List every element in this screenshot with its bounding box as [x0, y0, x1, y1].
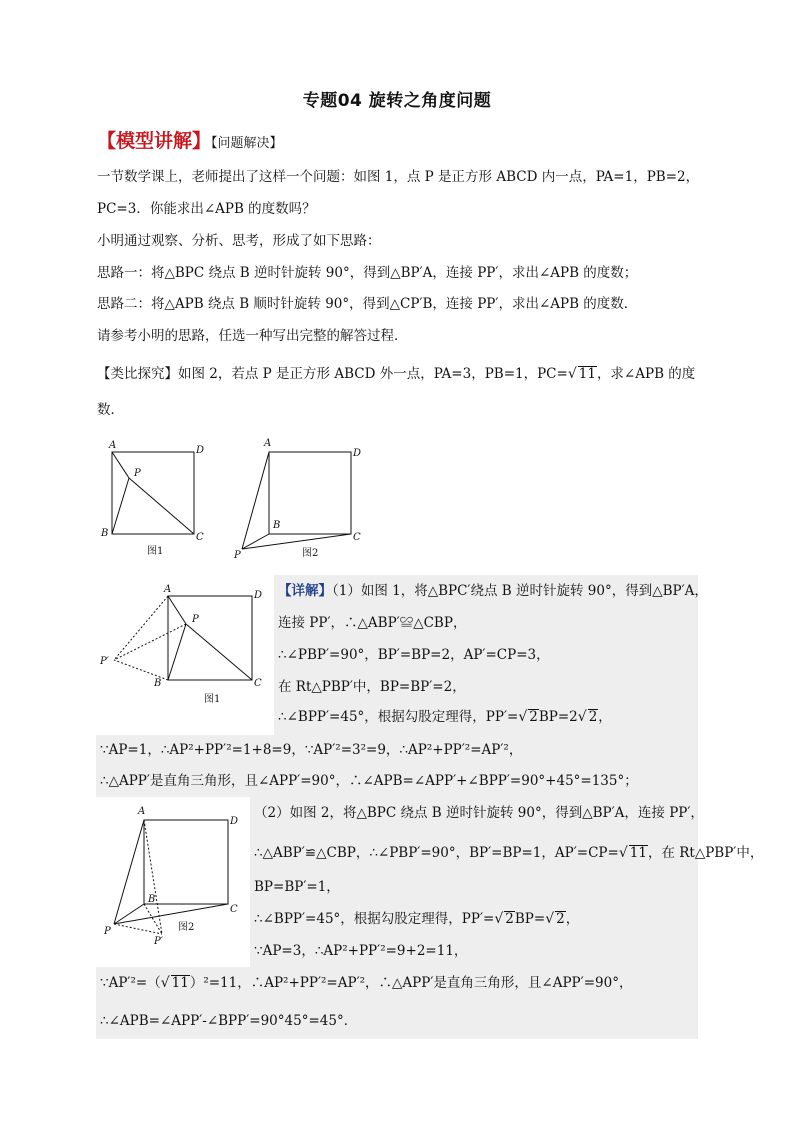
- figure-caption: 图1: [204, 694, 221, 705]
- solution-line: ∵AP=3，∴AP²+PP′²=9+2=11，: [254, 943, 468, 959]
- segment-pc: [129, 478, 194, 534]
- label-c: C: [254, 678, 262, 689]
- segment-bp-prime: [114, 660, 168, 680]
- label-a: A: [138, 806, 146, 817]
- model-heading: 【模型讲解】: [97, 130, 212, 152]
- sqrt-sign: √: [545, 911, 555, 927]
- figure-caption: 图2: [302, 548, 319, 559]
- label-a: A: [164, 584, 172, 595]
- analog-line: [97, 364, 695, 384]
- problem-line: 请参考小明的思路，任选一种写出完整的解答过程．: [97, 328, 408, 344]
- label-b: B: [101, 528, 109, 539]
- solution-line: （2）如图 2，将△BPC 绕点 B 逆时针旋转 90°，得到△BP′A，连接 PP′，: [254, 805, 704, 821]
- solution-line: [254, 909, 579, 929]
- solution-text: ∵AP′²=（: [100, 975, 161, 991]
- label-c: C: [230, 904, 238, 915]
- label-p-prime: P′: [100, 656, 109, 667]
- solution-text: ）²=11，∴AP²+PP′²=AP′²，∴△APP′是直角三角形，且∠APP′=90°，: [189, 975, 633, 991]
- sqrt-value: 11: [578, 366, 596, 382]
- sqrt-value: 2: [505, 911, 514, 927]
- sqrt-sign: √: [160, 975, 170, 991]
- label-p: P: [134, 468, 141, 479]
- segment-pb: [168, 624, 186, 680]
- problem-figure-1: [96, 436, 216, 566]
- solution-text: （1）如图 1，将△BPC′绕点 B 逆时针旋转 90°，得到△BP′A，: [332, 583, 708, 599]
- sqrt-sign: √: [577, 709, 587, 725]
- model-section-heading: [97, 126, 283, 153]
- square-abcd: [269, 452, 351, 534]
- sqrt-value: 11: [171, 975, 189, 991]
- problem-line: 思路二：将△APB 绕点 B 顺时针旋转 90°，得到△CP′B，连接 PP′，求出∠APB 的度数．: [97, 296, 638, 312]
- solution-text: ，在 Rt△PBP′中，: [647, 845, 764, 861]
- label-a: A: [264, 438, 272, 449]
- sqrt-sign: √: [567, 366, 577, 382]
- sqrt-value: 2: [588, 709, 598, 725]
- label-b: B: [273, 520, 281, 531]
- solution-line: BP=BP′=1，: [254, 879, 340, 895]
- sqrt-sign: √: [494, 911, 504, 927]
- segment-pa: [114, 820, 144, 924]
- solution-figure-1: [96, 578, 272, 708]
- solution-text: ∴∠BPP′=45°，根据勾股定理得，PP′=: [278, 709, 519, 725]
- label-p: P: [234, 550, 241, 561]
- analog-text: ，求∠APB 的度: [596, 366, 696, 382]
- label-c: C: [353, 532, 361, 543]
- square-abcd: [168, 596, 252, 680]
- problem-line: 思路一：将△BPC 绕点 B 逆时针旋转 90°，得到△BP′A，连接 PP′，求出∠APB 的度数；: [97, 265, 638, 281]
- solution-text: BP=2: [538, 709, 578, 725]
- segment-pb: [112, 478, 129, 534]
- label-a: A: [109, 440, 117, 451]
- analog-line: 数．: [97, 402, 124, 418]
- label-c: C: [196, 532, 204, 543]
- segment-pc: [186, 624, 252, 680]
- problem-line: 小明通过观察、分析、思考，形成了如下思路：: [97, 233, 381, 249]
- label-d: D: [254, 590, 263, 601]
- solution-line: [278, 707, 612, 727]
- label-d: D: [196, 445, 205, 456]
- solution-figure-2: [96, 800, 248, 950]
- solution-heading: 【详解】: [278, 583, 332, 599]
- solution-line: [278, 581, 708, 601]
- solution-text: ，: [598, 709, 612, 725]
- problem-heading: 【问题解决】: [211, 136, 283, 151]
- problem-figure-2: [226, 436, 366, 566]
- label-p: P: [104, 926, 111, 937]
- figure-caption: 图2: [178, 922, 195, 933]
- label-d: D: [230, 816, 239, 827]
- label-p-prime: P′: [154, 936, 163, 947]
- label-b: B: [154, 678, 162, 689]
- solution-line: 连接 PP′，∴△ABP′≌△CBP，: [278, 615, 467, 631]
- sqrt-value: 11: [629, 845, 647, 861]
- solution-line: ∴∠APB=∠APP′-∠BPP′=90°45°=45°．: [100, 1013, 358, 1029]
- page-title: 专题04 旋转之角度问题: [302, 91, 492, 111]
- sqrt-sign: √: [518, 709, 528, 725]
- analog-text: 【类比探究】如图 2，若点 P 是正方形 ABCD 外一点，PA=3，PB=1，PC=: [97, 366, 568, 382]
- sqrt-value: 2: [529, 709, 538, 725]
- segment-pc: [242, 534, 351, 549]
- figure-caption: 图1: [147, 546, 164, 557]
- sqrt-sign: √: [618, 845, 628, 861]
- segment-pp-prime: [114, 924, 162, 934]
- square-abcd: [144, 820, 228, 904]
- segment-pp-prime: [114, 624, 186, 660]
- problem-line: 一节数学课上，老师提出了这样一个问题：如图 1，点 P 是正方形 ABCD 内一点，PA=1，PB=2，: [97, 169, 700, 185]
- solution-text: ∴△ABP′≌△CBP，∴∠PBP′=90°，BP′=BP=1，AP′=CP=: [254, 845, 619, 861]
- segment-pa: [112, 452, 129, 478]
- solution-line: ∴∠PBP′=90°，BP′=BP=2，AP′=CP=3，: [278, 647, 550, 663]
- solution-line: ∵AP=1，∴AP²+PP′²=1+8=9，∵AP′²=3²=9，∴AP²+PP′²=AP′²，: [100, 742, 523, 758]
- solution-line: 在 Rt△PBP′中，BP=BP′=2，: [278, 679, 466, 695]
- solution-text: BP=: [514, 911, 546, 927]
- sqrt-value: 2: [556, 911, 565, 927]
- solution-text: ，: [565, 911, 580, 927]
- label-p: P: [192, 614, 199, 625]
- segment-pa: [168, 596, 186, 624]
- problem-line: PC=3．你能求出∠APB 的度数吗？: [97, 201, 316, 217]
- segment-pa: [242, 452, 269, 549]
- label-b: B: [148, 894, 156, 905]
- solution-line: [254, 843, 763, 863]
- solution-line: [100, 973, 632, 993]
- segment-pc: [114, 904, 228, 924]
- solution-text: ∴∠BPP′=45°，根据勾股定理得，PP′=: [254, 911, 495, 927]
- label-d: D: [353, 448, 362, 459]
- solution-line: ∴△APP′是直角三角形，且∠APP′=90°，∴∠APB=∠APP′+∠BPP′=90°+45°=135°；: [100, 773, 638, 789]
- segment-ap-prime: [114, 596, 168, 660]
